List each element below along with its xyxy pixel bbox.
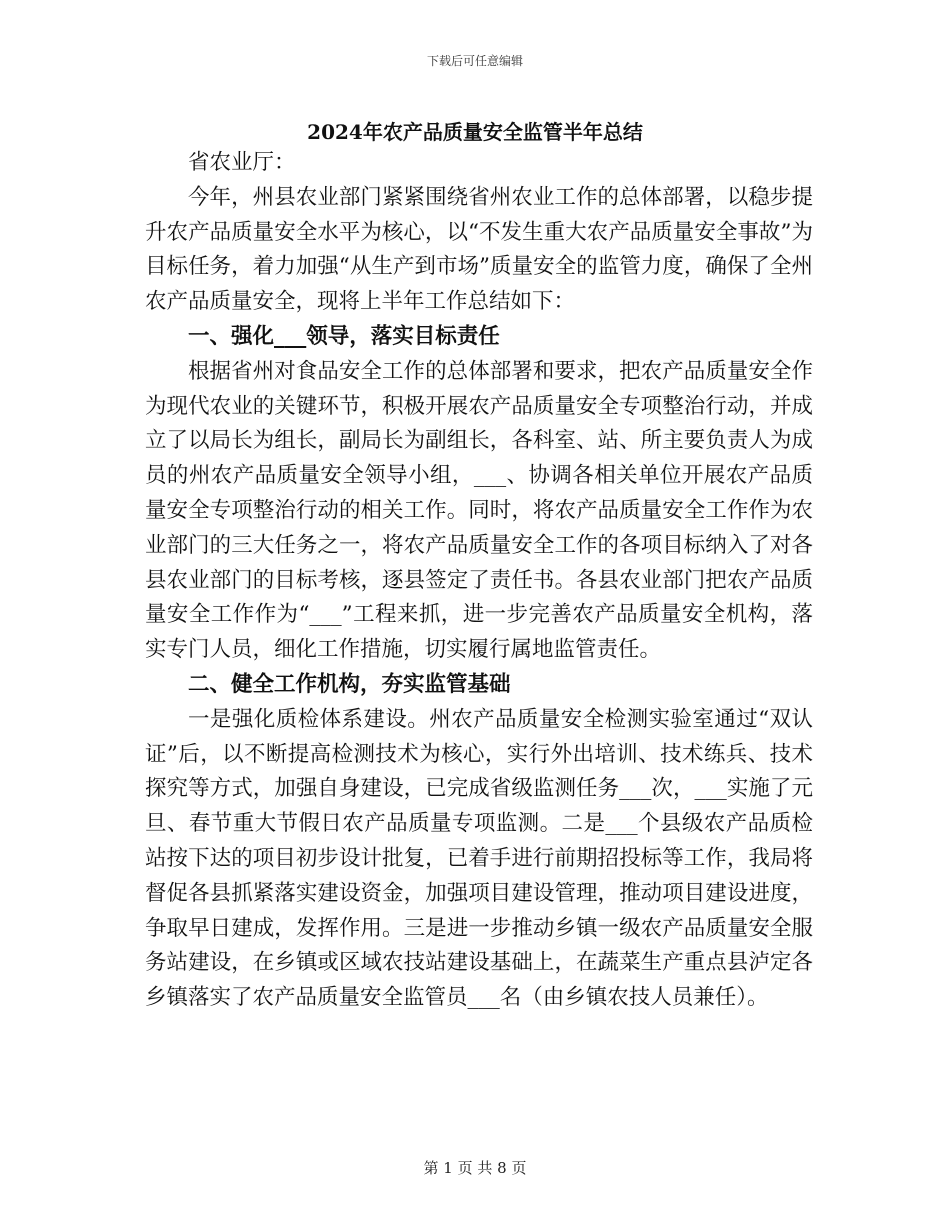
section-heading-2: 二、健全工作机构，夯实监管基础 <box>188 671 511 697</box>
intro-paragraph: 今年，州县农业部门紧紧围绕省州农业工作的总体部署，以稳步提升农产品质量安全水平为核心，以“不发生重大农产品质量安全事故”为目标任务，着力加强“从生产到市场”质量安全的监管力度，确保了全州农产品质量安全，现将上半年工作总结如下： <box>145 184 813 315</box>
salutation: 省农业厅： <box>188 150 296 175</box>
page-footer: 第 1 页 共 8 页 <box>423 1159 527 1177</box>
section-heading-1: 一、强化___领导，落实目标责任 <box>188 323 500 349</box>
section-body-2: 一是强化质检体系建设。州农产品质量安全检测实验室通过“双认证”后，以不断提高检测技术为核心，实行外出培训、技术练兵、技术探究等方式，加强自身建设，已完成省级监测任务___次，___实施了元旦、春节重大节假日农产品质量专项监测。二是___个县级农产品质检站按下达的项目初步设计批复，已着手进行前期招投标等工作，我局将督促各县抓紧落实建设资金，加强项目建设管理，推动项目建设进度，争取早日建成，发挥作用。三是进一步推动乡镇一级农产品质量安全服务站建设，在乡镇或区域农技站建设基础上，在蔬菜生产重点县泸定各乡镇落实了农产品质量安全监管员___名（由乡镇农技人员兼任）。 <box>145 706 813 1011</box>
section-body-1: 根据省州对食品安全工作的总体部署和要求，把农产品质量安全作为现代农业的关键环节，积极开展农产品质量安全专项整治行动，并成立了以局长为组长，副局长为副组长，各科室、站、所主要负责人为成员的州农产品质量安全领导小组，___、协调各相关单位开展农产品质量安全专项整治行动的相关工作。同时，将农产品质量安全工作作为农业部门的三大任务之一，将农产品质量安全工作的各项目标纳入了对各县农业部门的目标考核，逐县签定了责任书。各县农业部门把农产品质量安全工作作为“___”工程来抓，进一步完善农产品质量安全机构，落实专门人员，细化工作措施，切实履行属地监管责任。 <box>145 358 813 663</box>
document-title: 2024年农产品质量安全监管半年总结 <box>307 120 643 144</box>
header-note: 下载后可任意编辑 <box>426 54 523 68</box>
document-body <box>145 146 813 1016</box>
